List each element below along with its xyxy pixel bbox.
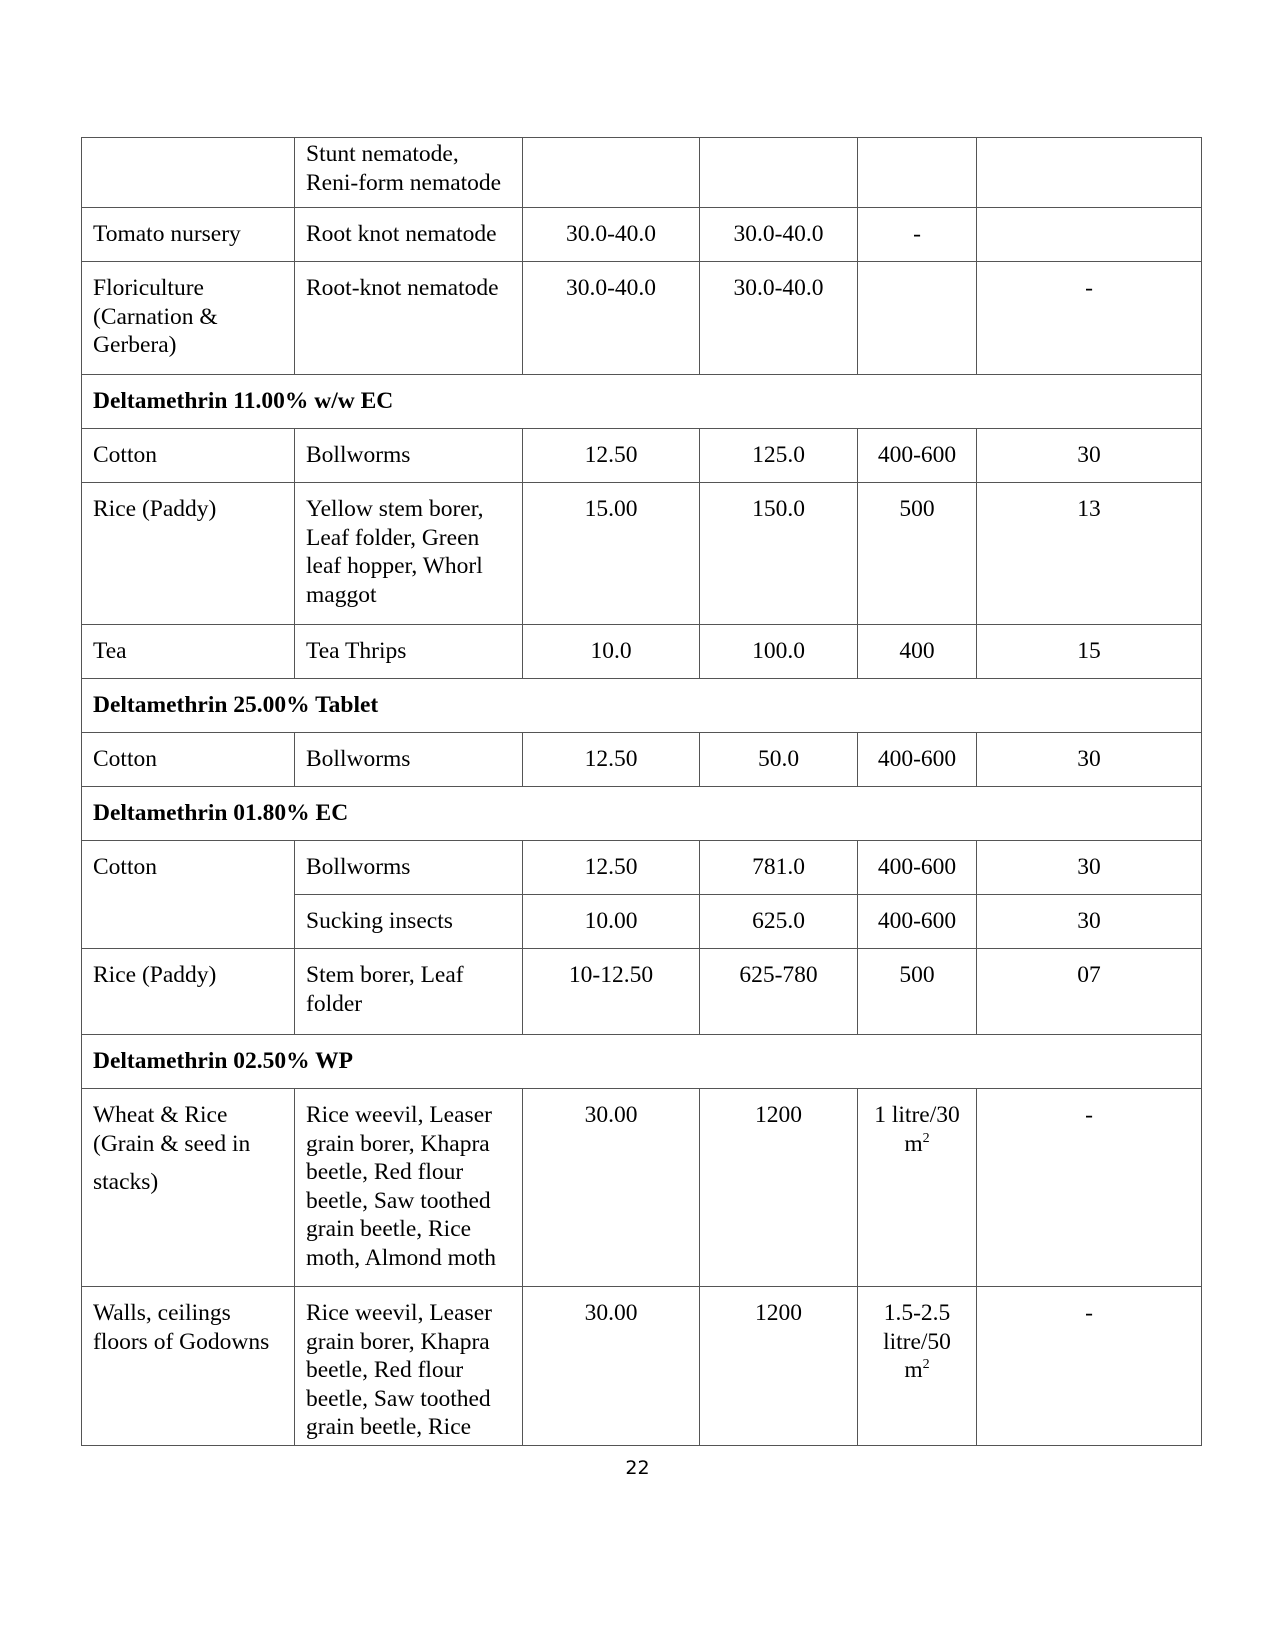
section-heading: Deltamethrin 02.50% WP xyxy=(82,1035,1202,1089)
section-heading: Deltamethrin 25.00% Tablet xyxy=(82,679,1202,733)
value-cell: 400-600 xyxy=(858,841,977,895)
value-cell: 100.0 xyxy=(700,625,858,679)
crop-cell: Tomato nursery xyxy=(82,208,295,262)
pesticide-table xyxy=(81,137,1202,1446)
page-number: 22 xyxy=(625,1457,650,1479)
value-cell: 50.0 xyxy=(700,733,858,787)
section-row xyxy=(82,1035,1202,1089)
value-cell xyxy=(977,138,1202,208)
table-row xyxy=(82,262,1202,375)
value-cell: 10-12.50 xyxy=(523,949,700,1035)
pest-cell: Bollworms xyxy=(295,733,523,787)
value-cell xyxy=(523,138,700,208)
value-cell: 30 xyxy=(977,841,1202,895)
value-cell: 30.0-40.0 xyxy=(700,262,858,375)
value-cell: 625.0 xyxy=(700,895,858,949)
pest-cell: Sucking insects xyxy=(295,895,523,949)
value-cell: 400-600 xyxy=(858,429,977,483)
crop-cell xyxy=(82,138,295,208)
value-cell: 400-600 xyxy=(858,733,977,787)
section-heading: Deltamethrin 01.80% EC xyxy=(82,787,1202,841)
table-row xyxy=(82,138,1202,208)
pest-cell: Bollworms xyxy=(295,429,523,483)
table-row xyxy=(82,208,1202,262)
value-cell xyxy=(700,138,858,208)
crop-cell: Wheat & Rice (Grain & seed in stacks) xyxy=(82,1089,295,1287)
value-cell: 12.50 xyxy=(523,429,700,483)
value-cell: 400 xyxy=(858,625,977,679)
value-cell: 150.0 xyxy=(700,483,858,625)
value-cell: 400-600 xyxy=(858,895,977,949)
pest-cell: Tea Thrips xyxy=(295,625,523,679)
value-cell: 30.00 xyxy=(523,1089,700,1287)
value-cell: 30.00 xyxy=(523,1287,700,1446)
value-cell: 15 xyxy=(977,625,1202,679)
value-cell: 625-780 xyxy=(700,949,858,1035)
crop-cell: Walls, ceilings floors of Godowns xyxy=(82,1287,295,1446)
value-cell: 13 xyxy=(977,483,1202,625)
pest-cell: Rice weevil, Leaser grain borer, Khapra beetle, Red flour beetle, Saw toothed grain beetle, Rice xyxy=(295,1287,523,1446)
crop-cell: Cotton xyxy=(82,841,295,949)
pest-cell: Bollworms xyxy=(295,841,523,895)
value-cell xyxy=(858,138,977,208)
value-cell: - xyxy=(977,1287,1202,1446)
value-cell: 10.0 xyxy=(523,625,700,679)
table-row xyxy=(82,1089,1202,1287)
value-cell: 12.50 xyxy=(523,841,700,895)
pest-cell: Root knot nematode xyxy=(295,208,523,262)
value-cell: 1 litre/30 $m^2$ xyxy=(858,1089,977,1287)
value-cell: 15.00 xyxy=(523,483,700,625)
pest-cell: Root-knot nematode xyxy=(295,262,523,375)
value-cell: 10.00 xyxy=(523,895,700,949)
pest-cell: Yellow stem borer, Leaf folder, Green leaf hopper, Whorl maggot xyxy=(295,483,523,625)
section-row xyxy=(82,375,1202,429)
value-cell xyxy=(977,208,1202,262)
value-cell: 125.0 xyxy=(700,429,858,483)
table-row xyxy=(82,1287,1202,1446)
table-row xyxy=(82,949,1202,1035)
value-cell: 500 xyxy=(858,949,977,1035)
value-cell: 30 xyxy=(977,429,1202,483)
value-cell: 30 xyxy=(977,895,1202,949)
value-cell: 12.50 xyxy=(523,733,700,787)
table-row xyxy=(82,733,1202,787)
table-row xyxy=(82,483,1202,625)
section-heading: Deltamethrin 11.00% w/w EC xyxy=(82,375,1202,429)
crop-cell: Tea xyxy=(82,625,295,679)
value-cell: - xyxy=(858,208,977,262)
crop-cell: Cotton xyxy=(82,429,295,483)
section-row xyxy=(82,787,1202,841)
section-row xyxy=(82,679,1202,733)
table-row xyxy=(82,625,1202,679)
value-cell: 1200 xyxy=(700,1089,858,1287)
crop-cell: Cotton xyxy=(82,733,295,787)
value-cell: 30 xyxy=(977,733,1202,787)
crop-cell: Rice (Paddy) xyxy=(82,949,295,1035)
value-cell: 1.5-2.5 litre/50 $m^2$ xyxy=(858,1287,977,1446)
crop-cell: Floriculture (Carnation & Gerbera) xyxy=(82,262,295,375)
value-cell: 07 xyxy=(977,949,1202,1035)
pest-cell: Stem borer, Leaf folder xyxy=(295,949,523,1035)
value-cell: - xyxy=(977,1089,1202,1287)
value-cell: 781.0 xyxy=(700,841,858,895)
value-cell: 1200 xyxy=(700,1287,858,1446)
pest-cell: Stunt nematode, Reni-form nematode xyxy=(295,138,523,208)
value-cell: 500 xyxy=(858,483,977,625)
value-cell: 30.0-40.0 xyxy=(523,208,700,262)
value-cell: - xyxy=(977,262,1202,375)
table-row xyxy=(82,429,1202,483)
value-cell: 30.0-40.0 xyxy=(700,208,858,262)
value-cell xyxy=(858,262,977,375)
crop-cell: Rice (Paddy) xyxy=(82,483,295,625)
pest-cell: Rice weevil, Leaser grain borer, Khapra beetle, Red flour beetle, Saw toothed grain beetle, Rice moth, Almond moth xyxy=(295,1089,523,1287)
value-cell: 30.0-40.0 xyxy=(523,262,700,375)
table-row xyxy=(82,841,1202,895)
